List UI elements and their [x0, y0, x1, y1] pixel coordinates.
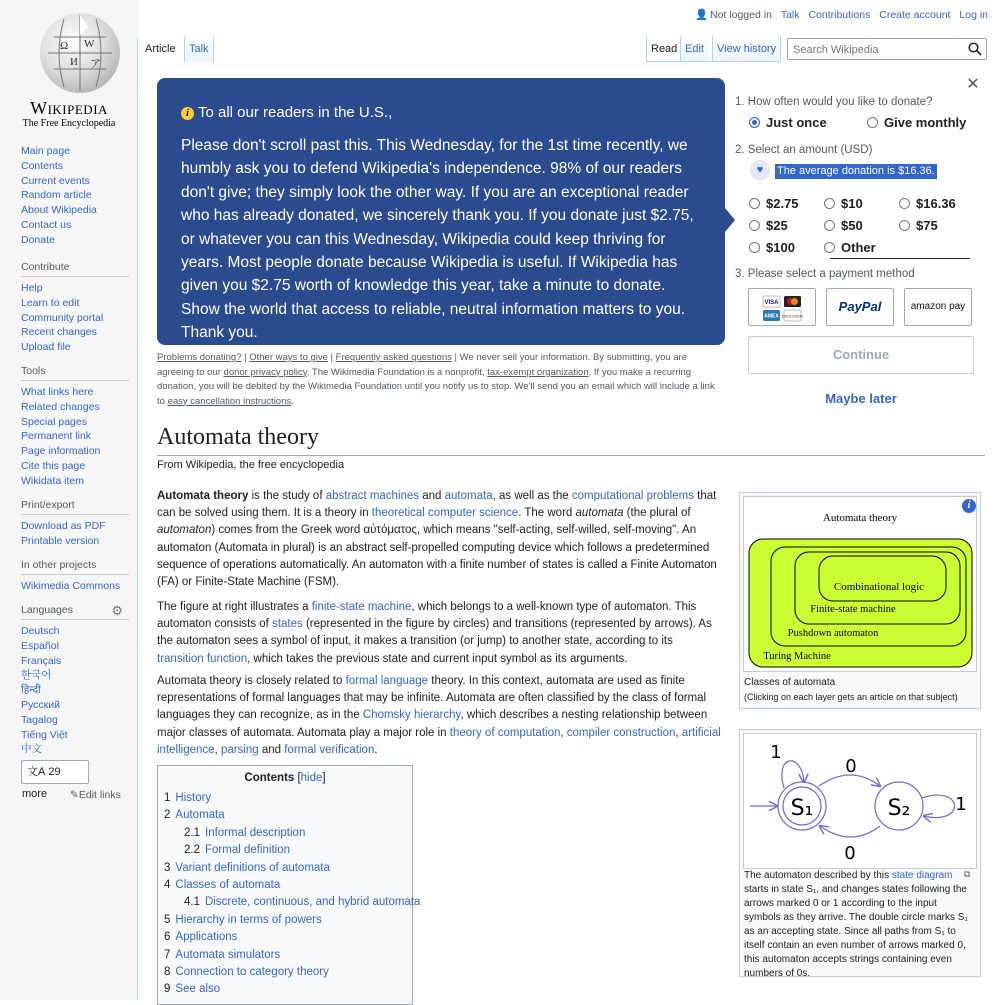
nav-print-heading: Print/export	[21, 499, 129, 515]
figure2-caption	[744, 869, 974, 981]
toc-number: 6	[164, 931, 171, 944]
toc-label: Classes of automata	[175, 879, 281, 891]
language-link-русский[interactable]: Русский	[21, 698, 60, 711]
frequency-question: 1. How often would you like to donate?	[735, 96, 933, 108]
amazon-pay-logo: amazon pay	[910, 301, 966, 312]
pencil-icon: ✎	[70, 789, 79, 801]
svg-text:Ω: Ω	[60, 40, 69, 52]
p3-text: ,	[214, 743, 221, 756]
toc-number: 7	[164, 948, 171, 961]
nav-link-special-pages[interactable]: Special pages	[21, 415, 87, 428]
transition-label: 0	[845, 756, 857, 777]
nav-link-contact-us[interactable]: Contact us	[21, 218, 72, 231]
banner-heading	[181, 104, 392, 121]
language-link-हिन्दी[interactable]: हिन्दी	[21, 684, 41, 697]
figure1-caption-sub: (Clicking on each layer gets an article on that subject)	[744, 692, 958, 702]
banner-fine-print: Problems donating? | Other ways to give | Frequently asked questions | We never sell your information. By submitting, you are agreeing to our donor privacy policy. The Wikimedia Foundation is a nonprofit, tax-exempt organization. If you make a recurring donation, you will be debited by the Wikimedia Foundation until you notify us to stop. We'll send you an email which will include a link to easy cancellation instructions.	[157, 352, 715, 407]
amount-option[interactable]	[824, 240, 876, 255]
nav-link-help[interactable]: Help	[21, 282, 43, 294]
toc-number: 2	[164, 809, 171, 822]
more-languages-button[interactable]	[21, 760, 89, 801]
fine-print-text-2: . The Wikimedia Foundation is a nonprofit,	[306, 366, 488, 378]
amount-label: $25	[766, 218, 788, 233]
state-diagram-image[interactable]	[743, 733, 977, 869]
nav-link-community-portal[interactable]: Community portal	[21, 311, 104, 324]
p3-text: ,	[675, 726, 682, 739]
figure1-title: Automata theory	[822, 512, 898, 524]
artificial-intelligence-link[interactable]: artificial intelligence	[157, 726, 721, 756]
toc-number: 2.2	[184, 844, 200, 857]
give-monthly-label: Give monthly	[884, 115, 967, 130]
automata-link[interactable]: automata	[444, 490, 493, 502]
toc-label: History	[175, 792, 212, 804]
donor-privacy-link[interactable]: donor privacy policy	[223, 366, 307, 378]
user-icon: 👤	[694, 9, 709, 21]
payment-question: 3. Please select a payment method	[735, 268, 915, 280]
nav-link-learn-to-edit[interactable]: Learn to edit	[21, 296, 80, 309]
toc-item[interactable]	[184, 844, 290, 856]
donate-form	[735, 78, 990, 418]
p2-text: The figure at right illustrates a	[157, 601, 312, 613]
toc-label: Formal definition	[205, 844, 291, 857]
gear-icon[interactable]: ⚙	[111, 603, 123, 618]
svg-text:AMEX: AMEX	[764, 313, 779, 320]
toc-label: Connection to category theory	[175, 966, 329, 978]
contributions-link[interactable]: Contributions	[808, 9, 871, 21]
p2-text: , which belongs to a well-known type of automaton. This automaton consists of	[157, 601, 697, 631]
layer-label-fsm: Finite-state machine	[810, 604, 896, 615]
language-link-español[interactable]: Español	[21, 639, 59, 652]
nav-link-what-links-here[interactable]: What links here	[21, 386, 94, 398]
nav-projects	[21, 559, 129, 594]
toc-number: 4	[164, 879, 171, 891]
other-ways-link[interactable]: Other ways to give	[249, 352, 328, 363]
p1-text: , as well as the	[492, 490, 572, 502]
radio-icon	[749, 198, 760, 209]
content-border	[137, 38, 138, 1000]
toc-item[interactable]	[164, 966, 329, 978]
state-s2-label: S₂	[887, 796, 911, 821]
page-title: Automata theory	[157, 424, 985, 456]
figure1-caption: Classes of automata	[744, 677, 836, 688]
toc-item[interactable]	[164, 862, 330, 874]
transition-label: 0	[844, 843, 856, 864]
combinational-logic-layer[interactable]	[819, 556, 946, 601]
svg-text:VISA: VISA	[764, 300, 779, 306]
toc-number: 9	[164, 983, 171, 996]
p1-text: . The word	[518, 507, 576, 520]
svg-text:W: W	[84, 38, 95, 50]
nav-link-random-article[interactable]: Random article	[21, 189, 92, 202]
state-diagram-link[interactable]: state diagram	[891, 870, 953, 881]
nav-tools	[21, 365, 129, 489]
languages-heading-label: Languages	[21, 604, 73, 616]
p3-text: .	[374, 743, 378, 756]
nav-link-donate[interactable]: Donate	[21, 233, 55, 246]
nav-link-related-changes[interactable]: Related changes	[21, 400, 100, 413]
finite-state-machine-link[interactable]: finite-state machine	[311, 601, 412, 613]
amount-option[interactable]	[749, 196, 799, 211]
edit-links[interactable]	[70, 789, 121, 801]
fine-print-text-3: . If you make a recurring donation, you will be debited by the Wikimedia Foundation until you notify us to stop. We'll send you an email which will include a link to	[157, 366, 715, 407]
tabs-underline	[646, 61, 780, 62]
nav-link-printable-version[interactable]: Printable version	[21, 534, 100, 547]
credit-cards-icon	[749, 289, 815, 325]
toc-number: 3	[164, 861, 171, 874]
paragraph-3	[157, 673, 722, 759]
svg-text:И: И	[70, 56, 78, 68]
tab-edit[interactable]: Edit	[680, 36, 708, 62]
layer-label-turing: Turing Machine	[763, 651, 831, 662]
toc-item[interactable]	[164, 914, 322, 926]
problems-donating-link[interactable]: Problems donating?	[157, 352, 242, 363]
toc-title-label: Contents	[244, 772, 295, 784]
p2-text: (represented in the figure by circles) and transitions (represented by arrows). As the automaton sees a symbol of input, it makes a transition (or jump) to another state, according to its	[157, 618, 712, 648]
amount-question: 2. Select an amount (USD)	[735, 144, 873, 156]
p1-italic: automata	[575, 507, 624, 520]
p1-text: and	[419, 490, 445, 502]
logo-tagline: The Free Encyclopedia	[22, 118, 116, 129]
transition-label: 1	[770, 742, 782, 763]
toc-number: 2.1	[184, 826, 200, 839]
p1-text: is the study of	[248, 490, 326, 502]
toc-label: Hierarchy in terms of powers	[175, 913, 322, 926]
svg-text:DISCOVER: DISCOVER	[782, 313, 803, 319]
toc-label: Automata simulators	[175, 948, 281, 961]
fine-print-text-4: .	[291, 395, 294, 407]
nav-projects-heading: In other projects	[21, 559, 129, 575]
nav-link-recent-changes[interactable]: Recent changes	[21, 326, 97, 339]
nav-link-current-events[interactable]: Current events	[21, 174, 90, 187]
nav-contribute	[21, 261, 129, 355]
language-link-deutsch[interactable]: Deutsch	[21, 625, 60, 637]
p3-text: , which describes a nesting relationship between major classes of automata. Automata play a major role in	[157, 709, 708, 739]
nav-languages	[21, 604, 129, 757]
table-of-contents	[157, 765, 421, 1005]
formal-verification-link[interactable]: formal verification	[284, 743, 375, 756]
toc-hide-link[interactable]: hide	[300, 772, 323, 784]
transition-function-link[interactable]: transition function	[157, 652, 248, 665]
toc-title: Contents [hide]	[244, 772, 326, 784]
nav-link-permanent-link[interactable]: Permanent link	[21, 430, 92, 443]
p1-text: ) comes from the Greek word αὐτόματος, which means "self-acting, self-willed, self-moving". An automaton (Automata in plural) is an abstract self-propelled computing device which follows a predetermined sequence of operations automatically. An automaton with a finite number of states is called a Finite Automaton (FA) or Finite-State Machine (FSM).	[157, 524, 717, 589]
card-payment-button[interactable]	[748, 288, 816, 326]
site-tagline: From Wikipedia, the free encyclopedia	[157, 459, 345, 471]
nav-link-cite-this-page[interactable]: Cite this page	[21, 459, 86, 472]
amount-option[interactable]	[824, 196, 863, 211]
layer-label-pushdown: Pushdown automaton	[787, 628, 879, 639]
toc-label: Discrete, continuous, and hybrid automata	[205, 896, 421, 909]
not-logged-in: Not logged in	[710, 9, 772, 21]
compiler-construction-link[interactable]: compiler construction	[566, 726, 676, 739]
amount-option[interactable]	[899, 218, 938, 233]
paragraph-2	[157, 599, 722, 668]
tax-exempt-link[interactable]: tax-exempt organization	[487, 366, 589, 378]
heart-icon: ♥	[750, 160, 770, 180]
svg-text:ア: ア	[90, 58, 101, 70]
nav-link-page-information[interactable]: Page information	[21, 445, 101, 458]
paragraph-1	[157, 488, 722, 591]
toc-item[interactable]	[184, 896, 420, 908]
nav-print	[21, 499, 129, 549]
nav-link-upload-file[interactable]: Upload file	[21, 341, 71, 354]
faq-link[interactable]: Frequently asked questions	[335, 352, 452, 363]
search-input[interactable]	[787, 38, 987, 60]
nav-link-wikimedia-commons[interactable]: Wikimedia Commons	[21, 580, 121, 592]
nav-link-download-as-pdf[interactable]: Download as PDF	[21, 520, 106, 532]
talk-link[interactable]: Talk	[780, 9, 800, 21]
parsing-link[interactable]: parsing	[220, 743, 259, 756]
radio-icon	[899, 220, 910, 231]
search-icon[interactable]	[968, 42, 982, 56]
toc-label: See also	[175, 983, 221, 996]
language-link-français[interactable]: Français	[21, 654, 62, 667]
figure-classes-of-automata	[739, 492, 981, 709]
amount-label: $2.75	[766, 196, 799, 211]
nav-link-main-page[interactable]: Main page	[21, 145, 71, 157]
amount-option[interactable]	[899, 196, 956, 211]
wikipedia-logo[interactable]	[14, 10, 124, 129]
abstract-machines-link[interactable]: abstract machines	[325, 490, 420, 502]
personal-tools	[689, 8, 988, 21]
radio-selected-icon	[749, 117, 760, 128]
p3-text: theory. In this context, automata are used as finite representations of formal languages that may be infinite. Automata are often classified by the class of formal languages they can recognize, as in the	[157, 675, 707, 722]
computational-problems-link[interactable]: computational problems	[571, 490, 694, 502]
toc-label: Applications	[175, 931, 238, 944]
other-amount-input[interactable]	[830, 258, 970, 259]
transition-label: 1	[955, 794, 967, 815]
figure-info-icon[interactable]: i	[962, 499, 976, 513]
theoretical-cs-link[interactable]: theoretical computer science	[371, 507, 519, 520]
toc-item[interactable]	[164, 792, 211, 804]
banner-arrow	[725, 208, 735, 232]
amount-label: $16.36	[916, 196, 956, 211]
login-link[interactable]: Log in	[959, 9, 988, 21]
tab-talk[interactable]: Talk	[184, 36, 214, 62]
p1-bold: Automata theory	[157, 490, 249, 502]
banner-heading-text: To all our readers in the U.S.,	[198, 104, 393, 121]
logo-wordmark: Wikipedia	[30, 98, 108, 118]
banner-message: Please don't scroll past this. This Wednesday, for the 1st time recently, we humbly ask you to defend Wikipedia's independence. 98% of our readers don't give; they simply look the other way. If you are an exceptional reader who has already donated, we sincerely thank you. If you donate just $2.75, or whatever you can this Wednesday, Wikipedia could keep thriving for years. Most people donate because Wikipedia is useful. If Wikipedia has given you $2.75 worth of knowledge this year, take a minute to donate. Show the world that access to reliable, neutral information matters to you. Thank you.	[181, 137, 694, 342]
amazon-pay-button[interactable]	[904, 288, 972, 326]
formal-language-link[interactable]: formal language	[345, 675, 429, 687]
radio-icon	[824, 198, 835, 209]
chomsky-hierarchy-link[interactable]: Chomsky hierarchy	[362, 709, 461, 722]
nav-languages-heading	[21, 604, 129, 620]
toc-item[interactable]	[164, 983, 220, 995]
figure2-caption-text: The automaton described by this	[744, 870, 892, 881]
continue-button[interactable]: Continue	[748, 336, 974, 374]
nav-link-about-wikipedia[interactable]: About Wikipedia	[21, 204, 97, 217]
layer-label-combinational: Combinational logic	[833, 581, 925, 593]
amount-label: Other	[841, 240, 876, 255]
amount-option[interactable]	[749, 240, 795, 255]
enlarge-icon[interactable]: ⧉	[964, 869, 971, 879]
s2-self-loop	[922, 795, 955, 817]
toc-item[interactable]	[164, 809, 225, 821]
radio-icon	[867, 117, 878, 128]
theory-of-computation-link[interactable]: theory of computation	[449, 726, 561, 739]
amount-label: $50	[841, 218, 863, 233]
fine-print-text-1: | We never sell your information. By submitting, you are agreeing to our	[157, 352, 688, 378]
cancellation-link[interactable]: easy cancellation instructions	[167, 395, 292, 407]
amount-option[interactable]	[824, 218, 863, 233]
figure2-caption-text: starts in state S₁, and changes states following the arrows marked 0 or 1 according to the input symbols as they arrive. The double circle marks S₁ as an accepting state. Since all paths from S₁ to itself contain an even number of arrows marked 0, this automaton accepts strings containing even numbers of 0s.	[744, 884, 968, 979]
amount-label: $75	[916, 218, 938, 233]
states-link[interactable]: states	[272, 618, 303, 631]
toc-item[interactable]	[164, 931, 237, 943]
language-link-한국어[interactable]: 한국어	[21, 669, 52, 682]
toc-item[interactable]	[184, 827, 305, 839]
nav-contribute-heading: Contribute	[21, 261, 129, 277]
tab-view-history[interactable]: View history	[712, 36, 781, 62]
p3-text: and	[258, 743, 285, 756]
nav-main	[21, 144, 129, 248]
amount-option[interactable]	[749, 218, 788, 233]
average-donation-text: The average donation is $16.36.	[777, 165, 935, 177]
globe-icon	[40, 13, 120, 93]
radio-icon	[824, 220, 835, 231]
toc-label: Informal description	[205, 826, 306, 839]
s2-to-s1-arrow	[820, 826, 880, 837]
language-link-tiếng-việt[interactable]: Tiếng Việt	[21, 728, 68, 741]
more-languages-label: 29 more	[22, 766, 61, 801]
create-account-link[interactable]: Create account	[879, 9, 951, 21]
p3-text: ,	[560, 726, 567, 739]
tab-read[interactable]: Read	[646, 36, 681, 62]
info-icon: i	[181, 107, 194, 120]
edit-links-label: Edit links	[78, 789, 121, 801]
paypal-button[interactable]	[826, 288, 894, 326]
state-s1-label: S₁	[790, 796, 814, 821]
just-once-label: Just once	[766, 115, 827, 130]
nav-link-contents[interactable]: Contents	[21, 159, 64, 172]
toc-item[interactable]	[164, 949, 280, 961]
automata-classes-image[interactable]	[743, 496, 977, 672]
toc-number: 1	[164, 792, 171, 804]
toc-label: Automata	[175, 809, 225, 822]
toc-number: 4.1	[184, 896, 200, 909]
p3-text: Automata theory is closely related to	[157, 675, 346, 687]
toc-label: Variant definitions of automata	[175, 861, 330, 874]
translate-icon: 文A	[27, 766, 46, 779]
search-placeholder: Search Wikipedia	[793, 44, 879, 56]
toc-number: 5	[164, 913, 171, 926]
language-link-中文[interactable]: 中文	[21, 743, 42, 756]
p2-text: , which takes the previous state and current input symbol as its arguments.	[247, 652, 628, 665]
paypal-logo: PayPal	[838, 299, 882, 314]
amount-label: $10	[841, 196, 863, 211]
maybe-later-button[interactable]: Maybe later	[825, 391, 897, 406]
just-once-radio[interactable]	[749, 115, 827, 130]
figure-state-diagram	[739, 729, 981, 977]
tab-article[interactable]: Article	[141, 36, 180, 62]
p1-text: (the plural of	[623, 507, 691, 520]
radio-icon	[899, 198, 910, 209]
nav-link-wikidata-item[interactable]: Wikidata item	[21, 474, 85, 487]
toc-number: 8	[164, 966, 171, 978]
nav-tools-heading: Tools	[21, 365, 129, 381]
p1-text: that can be solved using them. It is a theory in	[157, 490, 717, 520]
radio-icon	[824, 242, 835, 253]
language-link-tagalog[interactable]: Tagalog	[21, 713, 58, 726]
amount-label: $100	[766, 240, 795, 255]
radio-icon	[749, 242, 760, 253]
donation-banner	[157, 78, 725, 345]
give-monthly-radio[interactable]	[867, 115, 966, 130]
close-icon[interactable]: ✕	[966, 76, 980, 93]
p1-italic: automaton	[157, 524, 212, 537]
radio-icon	[749, 220, 760, 231]
toc-item[interactable]	[164, 879, 280, 891]
